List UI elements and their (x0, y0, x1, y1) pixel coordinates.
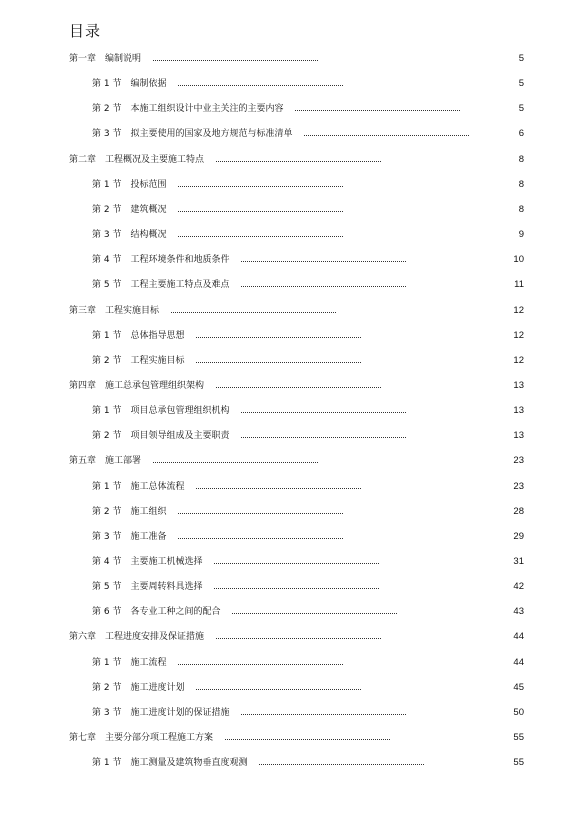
toc-page-number: 23 (513, 455, 524, 467)
toc-leader-dots (178, 85, 343, 86)
toc-leader-dots (225, 739, 390, 740)
toc-leader-dots (178, 513, 343, 514)
toc-page-number: 12 (513, 329, 524, 341)
toc-section-row[interactable] (0, 77, 582, 91)
toc-page-number: 5 (518, 103, 524, 115)
toc-leader-dots (214, 563, 379, 564)
toc-section-row[interactable] (0, 404, 582, 418)
toc-leader-dots (178, 186, 343, 187)
toc-page-number: 23 (513, 480, 524, 492)
toc-leader-dots (241, 286, 406, 287)
toc-leader-dots (153, 60, 318, 61)
toc-page-number: 8 (518, 203, 524, 215)
toc-entry-label: 第 2 节 工程实施目标 (92, 355, 185, 366)
toc-chapter-row[interactable] (0, 52, 582, 66)
toc-entry-label: 第 1 节 施工测量及建筑物垂直度观测 (92, 758, 248, 769)
toc-page-number: 9 (518, 229, 524, 241)
toc-section-row[interactable] (0, 605, 582, 619)
toc-page-number: 45 (513, 681, 524, 693)
toc-entry-label: 第三章 工程实施目标 (69, 305, 160, 316)
toc-entry-label: 第 4 节 工程环境条件和地质条件 (92, 255, 230, 266)
toc-section-row[interactable] (0, 756, 582, 770)
toc-section-row[interactable] (0, 278, 582, 292)
toc-entry-label: 第 3 节 施工准备 (92, 531, 167, 542)
toc-section-row[interactable] (0, 480, 582, 494)
toc-section-row[interactable] (0, 178, 582, 192)
toc-page-number: 12 (513, 354, 524, 366)
toc-leader-dots (196, 362, 361, 363)
toc-entry-label: 第 4 节 主要施工机械选择 (92, 557, 203, 567)
toc-leader-dots (196, 337, 361, 338)
toc-chapter-row[interactable] (0, 454, 582, 468)
toc-page-number: 8 (518, 178, 524, 190)
toc-section-row[interactable] (0, 127, 582, 141)
toc-leader-dots (216, 161, 381, 162)
toc-leader-dots (178, 211, 343, 212)
toc-page-number: 50 (513, 706, 524, 718)
toc-entry-label: 第 2 节 施工组织 (92, 506, 167, 517)
toc-leader-dots (178, 664, 343, 665)
toc-leader-dots (178, 236, 343, 237)
toc-page-number: 31 (513, 556, 524, 567)
toc-leader-dots (178, 538, 343, 539)
toc-chapter-row[interactable] (0, 304, 582, 318)
toc-leader-dots (295, 110, 460, 111)
toc-entry-label: 第 2 节 本施工组织设计中业主关注的主要内容 (92, 104, 284, 115)
page-title: 目录 (69, 22, 102, 40)
toc-entry-label: 第 1 节 投标范围 (92, 179, 167, 190)
toc-entry-label: 第 2 节 施工进度计划 (92, 682, 185, 693)
toc-entry-label: 第 3 节 结构概况 (92, 230, 167, 241)
toc-entry-label: 第 3 节 拟主要使用的国家及地方规范与标准清单 (92, 129, 293, 140)
toc-page-number: 55 (513, 732, 524, 744)
toc-entry-label: 第 1 节 编制依据 (92, 79, 167, 90)
toc-page-number: 12 (513, 304, 524, 316)
toc-section-row[interactable] (0, 555, 582, 569)
toc-entry-label: 第 3 节 施工进度计划的保证措施 (92, 707, 230, 718)
toc-section-row[interactable] (0, 656, 582, 670)
toc-entry-label: 第 2 节 建筑概况 (92, 204, 167, 215)
toc-entry-label: 第 2 节 项目领导组成及主要职责 (92, 431, 230, 442)
toc-entry-label: 第 5 节 主要周转料具选择 (92, 582, 203, 593)
toc-entry-label: 第 6 节 各专业工种之间的配合 (92, 607, 221, 618)
toc-section-row[interactable] (0, 253, 582, 267)
toc-leader-dots (216, 638, 381, 639)
toc-leader-dots (304, 135, 469, 136)
toc-page-number: 55 (513, 757, 524, 769)
toc-entry-label: 第二章 工程概况及主要施工特点 (69, 154, 205, 165)
toc-entry-label: 第 1 节 施工总体流程 (92, 481, 185, 492)
toc-leader-dots (196, 488, 361, 489)
toc-leader-dots (241, 261, 406, 262)
toc-leader-dots (196, 689, 361, 690)
toc-page-number: 11 (514, 279, 524, 291)
toc-section-row[interactable] (0, 329, 582, 343)
toc-page-number: 5 (518, 78, 524, 90)
toc-chapter-row[interactable] (0, 731, 582, 745)
toc-leader-dots (171, 312, 336, 313)
toc-page-number: 13 (513, 379, 524, 391)
toc-entry-label: 第 1 节 项目总承包管理组织机构 (92, 406, 230, 417)
toc-entry-label: 第 5 节 工程主要施工特点及难点 (92, 280, 230, 291)
toc-section-row[interactable] (0, 530, 582, 544)
toc-leader-dots (153, 462, 318, 463)
toc-leader-dots (232, 613, 397, 614)
toc-section-row[interactable] (0, 580, 582, 594)
toc-entry-label: 第五章 施工部署 (69, 456, 142, 467)
toc-page-number: 13 (513, 430, 524, 442)
toc-entry-label: 第六章 工程进度安排及保证措施 (69, 632, 205, 643)
toc-page-number: 44 (513, 656, 524, 668)
toc-leader-dots (241, 437, 406, 438)
toc-leader-dots (241, 412, 406, 413)
toc-leader-dots (241, 714, 406, 715)
toc-section-row[interactable] (0, 681, 582, 695)
toc-leader-dots (214, 588, 379, 589)
toc-section-row[interactable] (0, 228, 582, 242)
toc-section-row[interactable] (0, 203, 582, 217)
toc-leader-dots (216, 387, 381, 388)
toc-leader-dots (259, 764, 424, 765)
toc-section-row[interactable] (0, 354, 582, 368)
toc-page-number: 8 (518, 153, 524, 165)
toc-page-number: 13 (513, 405, 524, 417)
toc-page-number: 5 (518, 53, 524, 64)
toc-section-row[interactable] (0, 102, 582, 116)
toc-page-number: 43 (513, 606, 524, 618)
toc-entry-label: 第 1 节 施工流程 (92, 657, 167, 668)
toc-entry-label: 第四章 施工总承包管理组织架构 (69, 380, 205, 391)
toc-page-number: 44 (513, 631, 524, 643)
toc-section-row[interactable] (0, 706, 582, 720)
toc-chapter-row[interactable] (0, 153, 582, 167)
toc-chapter-row[interactable] (0, 630, 582, 644)
toc-page-number: 29 (513, 530, 524, 542)
toc-page-number: 6 (518, 128, 524, 140)
toc-entry-label: 第 1 节 总体指导思想 (92, 330, 185, 341)
toc-chapter-row[interactable] (0, 379, 582, 393)
toc-page-number: 42 (513, 581, 524, 593)
toc-page-number: 28 (513, 505, 524, 517)
toc-entry-label: 第一章 编制说明 (69, 54, 142, 64)
toc-entry-label: 第七章 主要分部分项工程施工方案 (69, 733, 214, 744)
toc-page-number: 10 (513, 254, 524, 266)
toc-section-row[interactable] (0, 429, 582, 443)
toc-section-row[interactable] (0, 505, 582, 519)
